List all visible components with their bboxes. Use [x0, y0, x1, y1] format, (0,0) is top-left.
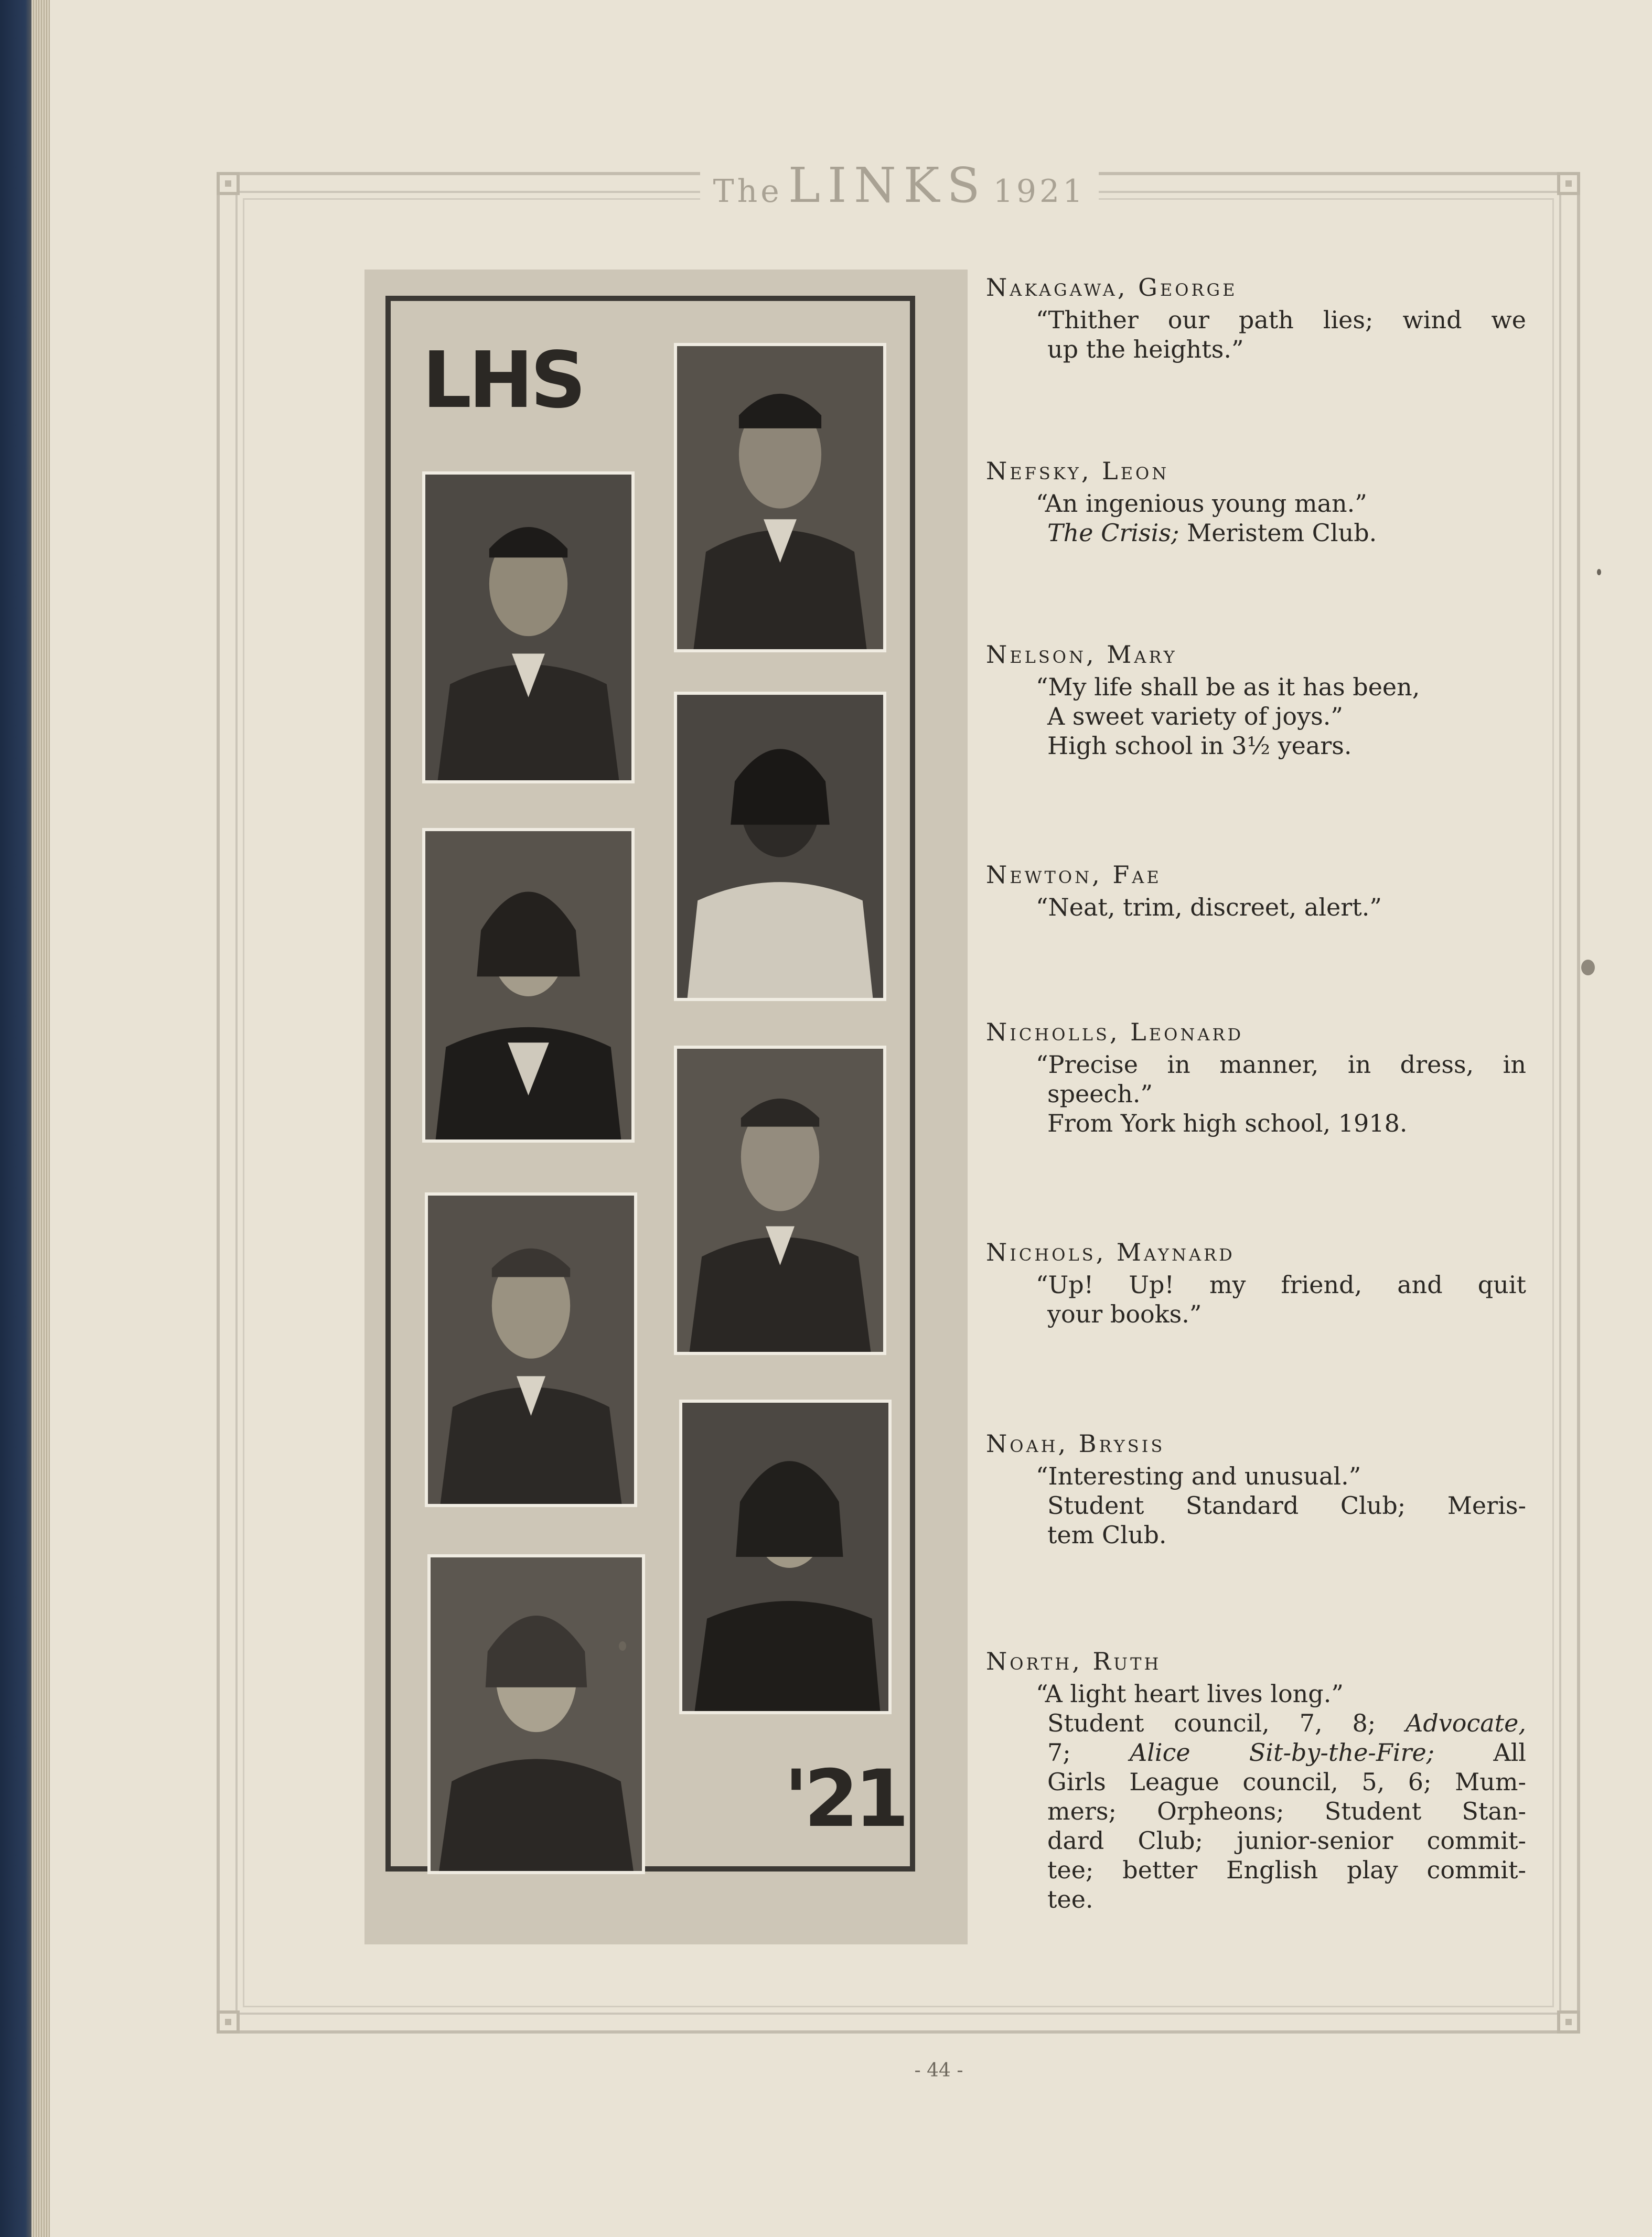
activity-text: Meristem Club.: [1179, 519, 1377, 547]
quote-line: “Thither our path lies; wind we: [1036, 306, 1526, 334]
quote-line: “A light heart lives long.”: [1036, 1680, 1344, 1708]
entry-nefsky: [986, 456, 1526, 547]
quote-line: speech.”: [1047, 1080, 1153, 1108]
entry-text: [1036, 1679, 1526, 1914]
activities-line: tee.: [1047, 1885, 1093, 1913]
student-name: Nakagawa, George: [986, 273, 1238, 302]
activities-line: [1047, 518, 1526, 547]
collage-year-mark: '21: [784, 1754, 905, 1845]
entry-text: [1036, 1270, 1526, 1329]
activities-line: [1047, 1738, 1526, 1767]
entry-text: [1036, 1050, 1526, 1138]
activities-line: From York high school, 1918.: [1047, 1109, 1408, 1137]
student-name: Nichols, Maynard: [986, 1238, 1235, 1266]
activity-italic: The Crisis;: [1047, 519, 1179, 547]
student-name: Nelson, Mary: [986, 640, 1177, 669]
quote-line: “My life shall be as it has been,: [1036, 673, 1420, 701]
activity-text: Student council, 7, 8;: [1047, 1709, 1406, 1737]
entry-text: [1036, 1461, 1526, 1550]
frame-corner: [1557, 2010, 1580, 2034]
quote-line: “An ingenious young man.”: [1036, 489, 1367, 518]
student-name: Nicholls, Leonard: [986, 1018, 1244, 1046]
header-year: 1921: [993, 173, 1086, 210]
paper-speck: [619, 1641, 626, 1651]
quote-line: “Up! Up! my friend, and quit: [1036, 1271, 1526, 1299]
entry-text: [1036, 672, 1526, 760]
quote-line: “Precise in manner, in dress, in: [1036, 1050, 1526, 1079]
header-the: The: [713, 173, 782, 210]
activities-line: [1047, 1708, 1526, 1738]
student-name: Nefsky, Leon: [986, 457, 1170, 485]
activities-line: dard Club; junior-senior commit-: [1047, 1826, 1526, 1855]
quote-line: “Interesting and unusual.”: [1036, 1462, 1361, 1490]
entry-nichols: [986, 1238, 1526, 1329]
page-number: - 44 -: [914, 2060, 963, 2081]
photo-collage: [364, 270, 968, 1944]
activities-line: tee; better English play commit-: [1047, 1856, 1526, 1884]
portrait-photo: [679, 1400, 892, 1714]
senior-entries: [986, 273, 1526, 1977]
portrait-photo: [422, 471, 635, 783]
activity-text: 7;: [1047, 1738, 1130, 1767]
entry-text: [1036, 892, 1526, 922]
frame-corner: [217, 2010, 240, 2034]
portrait-photo: [422, 828, 635, 1143]
running-header: [700, 157, 1099, 220]
entry-noah: [986, 1429, 1526, 1550]
activities-line: Student Standard Club; Meris-: [1047, 1491, 1526, 1520]
portrait-photo: [674, 343, 886, 652]
header-title: LINKS: [788, 157, 988, 213]
portrait-photo: [425, 1192, 637, 1507]
student-name: Noah, Brysis: [986, 1429, 1165, 1458]
portrait-photo: [674, 692, 886, 1001]
student-name: North, Ruth: [986, 1647, 1162, 1675]
paper-speck: [1597, 569, 1601, 575]
quote-line: A sweet variety of joys.”: [1047, 702, 1343, 730]
entry-nicholls: [986, 1017, 1526, 1138]
portrait-photo: [674, 1046, 886, 1355]
page-edges: [31, 0, 52, 2237]
yearbook-page: [50, 0, 1652, 2237]
entry-nelson: [986, 640, 1526, 760]
collage-lhs-mark: LHS: [422, 335, 583, 425]
frame-corner: [1557, 172, 1580, 195]
activity-italic: Advocate,: [1406, 1709, 1526, 1737]
activities-line: Girls League council, 5, 6; Mum-: [1047, 1768, 1526, 1796]
frame-corner: [217, 172, 240, 195]
portrait-photo: [427, 1554, 645, 1874]
quote-line: up the heights.”: [1047, 335, 1244, 363]
quote-line: “Neat, trim, discreet, alert.”: [1036, 893, 1382, 921]
activities-line: mers; Orpheons; Student Stan-: [1047, 1797, 1526, 1825]
quote-line: your books.”: [1047, 1300, 1202, 1328]
activity-italic: Alice Sit-by-the-Fire;: [1129, 1738, 1435, 1767]
activities-line: High school in 3½ years.: [1047, 732, 1352, 760]
entry-nakagawa: [986, 273, 1526, 364]
entry-text: [1036, 305, 1526, 364]
paper-speck: [1581, 960, 1595, 975]
student-name: Newton, Fae: [986, 861, 1162, 889]
entry-text: [1036, 489, 1526, 547]
entry-north: [986, 1647, 1526, 1914]
activity-text: All: [1434, 1738, 1526, 1767]
entry-newton: [986, 860, 1526, 922]
activities-line: tem Club.: [1047, 1521, 1167, 1549]
